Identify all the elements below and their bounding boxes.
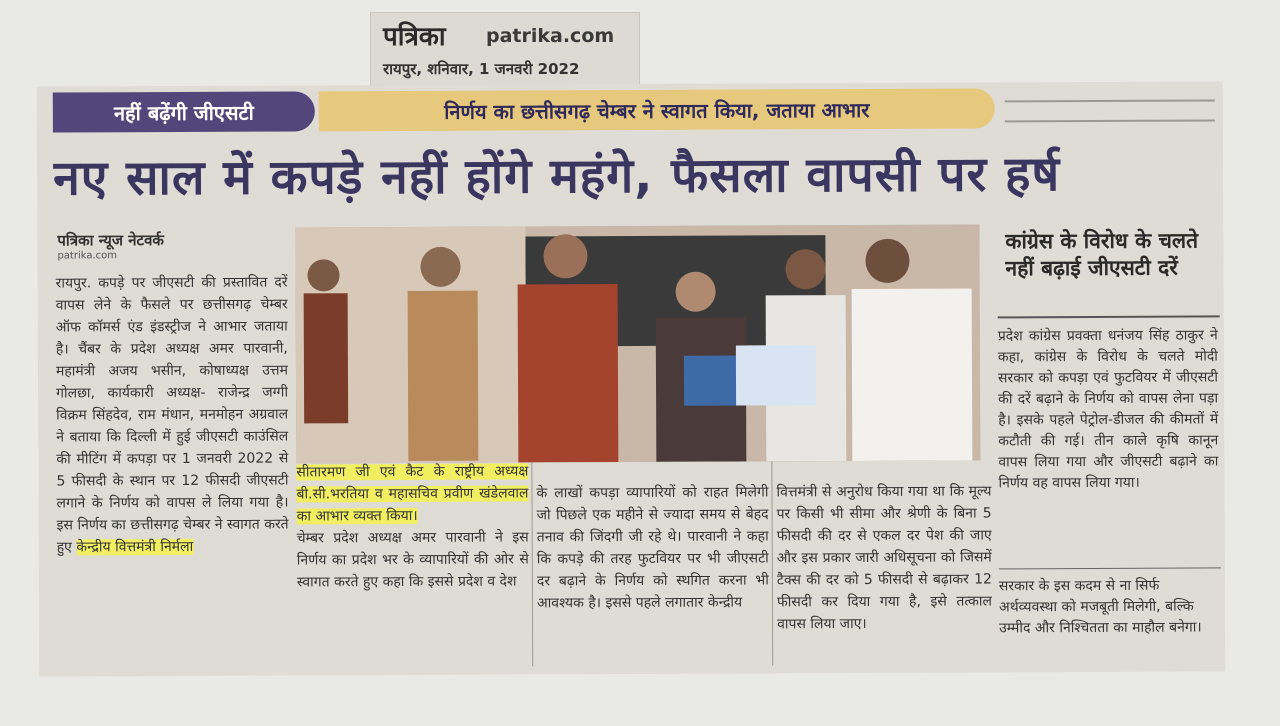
article-text: वित्तमंत्री से अनुरोध किया गया था कि मूल्य पर किसी भी सीमा और श्रेणी के बिना 5 फीसदी की दर से एकल दर पेश की जाए और इस प्रकार जारी अधिसूचना को जिसमें टैक्स की दर को 5 फीसदी से बढ़ाकर 12 फीसदी कर दिया गया है, इसे तत्काल वापस लिया जाए। — [776, 483, 993, 633]
article-column-2 — [296, 460, 529, 671]
article-text: के लाखों कपड़ा व्यापारियों को राहत मिलेगी जो पिछले एक महीने से ज्यादा समय से बेहद तनाव की जिंदगी जी रहे थे। पारवानी ने कहा कि कपड़े की तरह फुटवियर पर भी जीएसटी दर बढ़ाने के निर्णय को स्थगित करना भी आवश्यक है। इससे पहले लगातार केन्द्रीय — [536, 484, 769, 612]
masthead-site: patrika.com — [486, 25, 615, 47]
column-divider — [771, 461, 773, 665]
sidebar-divider — [999, 567, 1221, 569]
sidebar-body: प्रदेश कांग्रेस प्रवक्ता धनंजय सिंह ठाकुर ने कहा, कांग्रेस के विरोध के चलते मोदी सरकार को कपड़ा एवं फुटवियर में जीएसटी की दरें बढ़ाने के निर्णय को वापस लेना पड़ा है। इसके पहले पेट्रोल-डीजल की कीमतों में कटौती की गई। तीन काले कृषि कानून वापस लिया गया और जीएसटी बढ़ाने का निर्णय वह वापस लिया गया। — [997, 327, 1219, 492]
sidebar-headline: कांग्रेस के विरोध के चलते नहीं बढ़ाई जीएसटी दरें — [1005, 228, 1199, 281]
sidebar-body-2: सरकार के इस कदम से ना सिर्फ अर्थव्यवस्था को मजबूती मिलेगी, बल्कि उम्मीद और निश्चितता का माहौल बनेगा। — [998, 577, 1202, 637]
photo-illustration — [295, 224, 980, 463]
byline: पत्रिका न्यूज नेटवर्क — [57, 231, 164, 250]
headline: नए साल में कपड़े नहीं होंगे महंगे, फैसला वापसी पर हर्ष — [52, 146, 1061, 207]
kicker-rule — [1005, 99, 1215, 122]
column-divider — [531, 462, 533, 666]
sidebar-story — [997, 221, 1221, 662]
masthead-clipping — [370, 12, 640, 86]
article-text: चेम्बर प्रदेश अध्यक्ष अमर पारवानी ने इस निर्णय का प्रदेश भर के व्यापारियों की ओर से स्वागत करते हुए कहा कि इससे प्रदेश व देश — [296, 529, 529, 591]
newspaper-clipping — [37, 81, 1226, 676]
byline-source: patrika.com — [57, 250, 118, 262]
sidebar-divider — [998, 315, 1220, 318]
article-column-4 — [776, 480, 992, 661]
masthead-dateline: रायपुर, शनिवार, 1 जनवरी 2022 — [383, 60, 580, 78]
kicker-label: नहीं बढ़ेंगी जीएसटी — [53, 91, 315, 132]
masthead-logo: पत्रिका — [383, 22, 446, 52]
news-photo — [295, 224, 980, 463]
article-text: रायपुर. कपड़े पर जीएसटी की प्रस्तावित दरें वापस लेने के फैसले पर छत्तीसगढ़ चेम्बर ऑफ कॉमर्स एंड इंडस्ट्रीज ने आभार जताया है। चैंबर के प्रदेश अध्यक्ष अमर पारवानी, महामंत्री अजय भसीन, कोषाध्यक्ष उत्तम गोलछा, कार्यकारी अध्यक्ष- राजेन्द्र जग्गी विक्रम सिंहदेव, राम मंधान, मनमोहन अग्रवाल ने बताया कि दिल्ली में हुई जीएसटी काउंसिल की मीटिंग में कपड़ा पर 1 जनवरी 2022 से 5 फीसदी के स्थान पर 12 फीसदी जीएसटी लगाने के निर्णय को वापस ले लिया गया है। इस निर्णय का छत्तीसगढ़ चेम्बर ने स्वागत करते हुए — [55, 274, 289, 556]
article-column-1 — [56, 271, 290, 664]
article-column-3 — [536, 481, 769, 662]
highlighted-text: सीतारमण जी एवं कैट के राष्ट्रीय अध्यक्ष बी.सी.भरतिया व महासचिव प्रवीण खंडेलवाल का आभार व्यक्त किया। — [296, 463, 529, 525]
kicker-banner: निर्णय का छत्तीसगढ़ चेम्बर ने स्वागत किया, जताया आभार — [319, 88, 995, 131]
highlighted-text: केन्द्रीय वित्तमंत्री निर्मला — [76, 538, 194, 556]
